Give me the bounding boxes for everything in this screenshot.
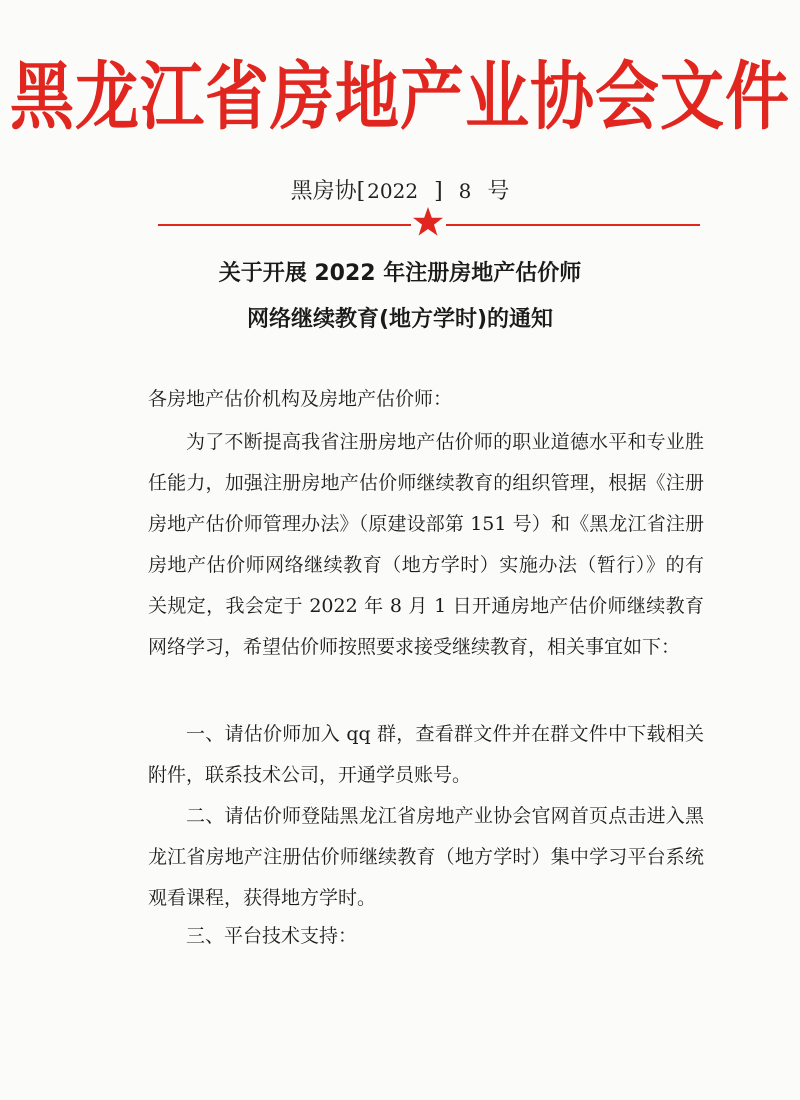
red-divider-left <box>158 224 411 226</box>
body-paragraph-item-2: 二、请估价师登陆黑龙江省房地产业协会官网首页点击进入黑龙江省房地产注册估价师继续教育（地方学时）集中学习平台系统观看课程，获得地方学时。 <box>148 805 704 909</box>
doc-close-bracket: ] <box>434 179 443 204</box>
body-paragraph-item-3: 三、平台技术支持： <box>186 925 358 947</box>
body-paragraph-item-1: 一、请估价师加入 qq 群，查看群文件并在群文件中下载相关附件，联系技术公司，开通学员账号。 <box>148 723 704 786</box>
doc-prefix: 黑房协 <box>290 179 357 204</box>
notice-title-line-1: 关于开展 2022 年注册房地产估价师 <box>218 261 582 286</box>
document-number <box>0 176 800 207</box>
doc-year: 2022 <box>367 179 419 203</box>
red-star-icon <box>412 206 444 238</box>
doc-suffix: 号 <box>487 179 510 204</box>
issuer-masthead: 黑龙江省房地产业协会文件 <box>10 54 790 141</box>
red-divider-right <box>446 224 700 226</box>
salutation: 各房地产估价机构及房地产估价师： <box>148 388 453 410</box>
doc-open-bracket: [ <box>356 179 366 204</box>
doc-number: 8 <box>458 179 472 203</box>
body-paragraph-intro: 为了不断提高我省注册房地产估价师的职业道德水平和专业胜任能力，加强注册房地产估价师继续教育的组织管理，根据《注册房地产估价师管理办法》（原建设部第 151 号）和《黑龙江省注册房地产估价师网络继续教育（地方学时）实施办法（暂行）》的有关规定，我会定于 2022 年 8 月 1 日开通房地产估价师继续教育网络学习，希望估价师按照要求接受继续教育，相关事宜如下： <box>148 431 704 658</box>
notice-title-line-2: 网络继续教育(地方学时)的通知 <box>246 307 554 332</box>
